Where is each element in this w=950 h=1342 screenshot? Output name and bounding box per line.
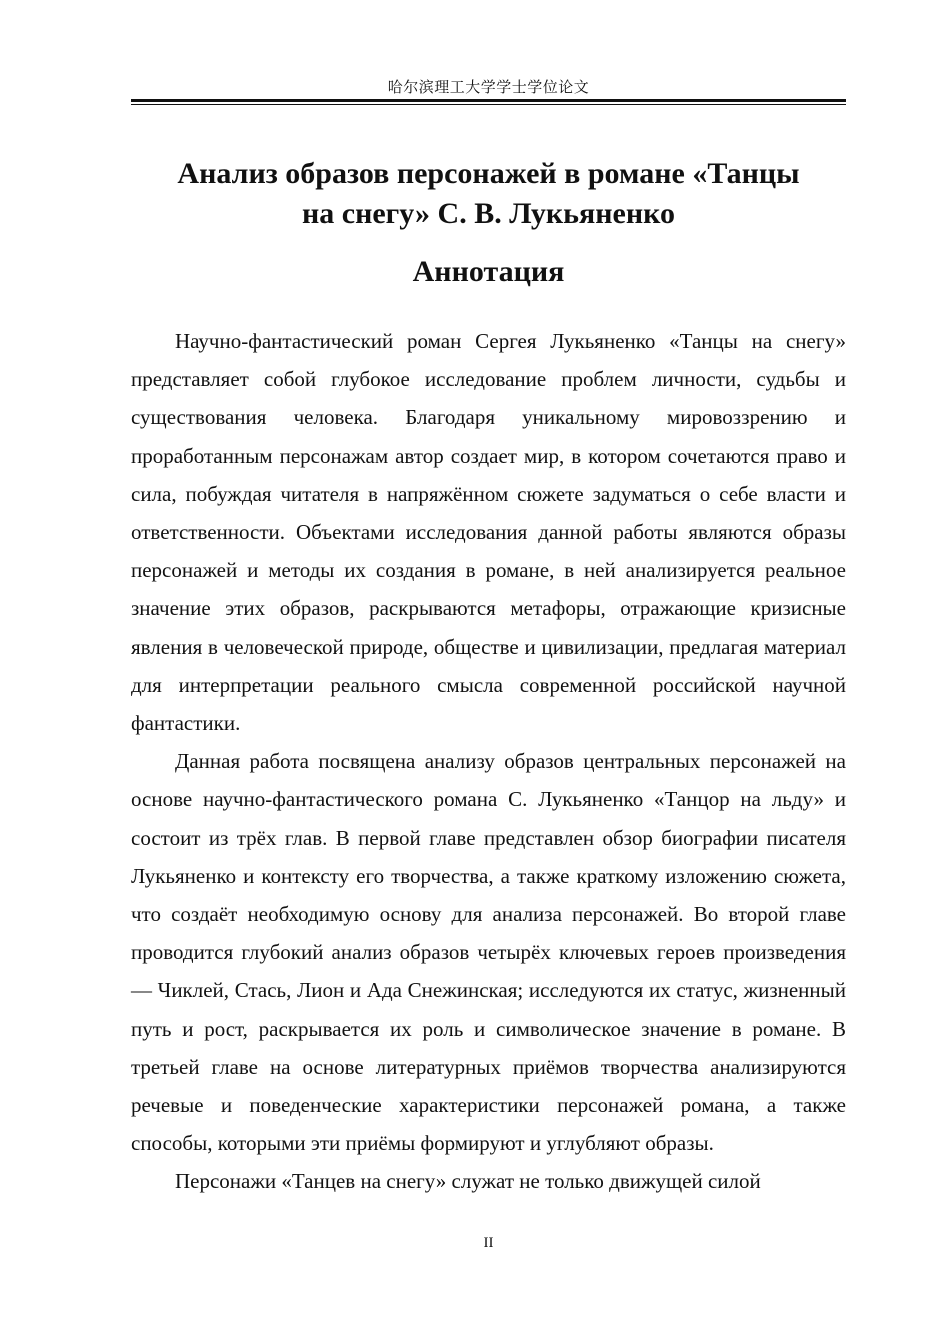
body-paragraph: Данная работа посвящена анализу образов центральных персонажей на основе научно-фантастического романа С. Лукьяненко «Танцор на льду» и состоит из трёх глав. В первой главе представлен обзор биографии писателя Лукьяненко и контексту его творчества, а также краткому изложению сюжета, что создаёт необходимую основу для анализа персонажей. Во второй главе проводится глубокий анализ образов четырёх ключевых героев произведения — Чиклей, Стась, Лион и Ада Снежинская; исследуются их статус, жизненный путь и рост, раскрывается их роль и символическое значение в романе. В третьей главе на основе литературных приёмов творчества анализируются речевые и поведенческие характеристики персонажей романа, а также способы, которыми эти приёмы формируют и углубляют образы. (131, 749, 846, 1156)
annotation-body (131, 322, 846, 1201)
body-paragraph: Персонажи «Танцев на снегу» служат не только движущей силой (175, 1169, 761, 1194)
thesis-title: Анализ образов персонажей в романе «Танцы на снегу» С. В. Лукьяненко (177, 157, 800, 230)
header-rule-thin (131, 104, 846, 105)
header-rule-thick (131, 99, 846, 102)
section-heading-annotation: Аннотация (412, 255, 565, 288)
page-number: II (483, 1235, 494, 1251)
body-paragraph: Научно-фантастический роман Сергея Лукьяненко «Танцы на снегу» представляет собой глубокое исследование проблем личности, судьбы и существования человека. Благодаря уникальному мировоззрению и проработанным персонажам автор создает мир, в котором сочетаются право и сила, побуждая читателя в напряжённом сюжете задуматься о себе власти и ответственности. Объектами исследования данной работы являются образы персонажей и методы их создания в романе, в ней анализируется реальное значение этих образов, раскрываются метафоры, отражающие кризисные явления в человеческой природе, обществе и цивилизации, предлагая материал для интерпретации реального смысла современной российской научной фантастики. (131, 329, 846, 736)
running-header: 哈尔滨理工大学学士学位论文 (387, 80, 590, 96)
